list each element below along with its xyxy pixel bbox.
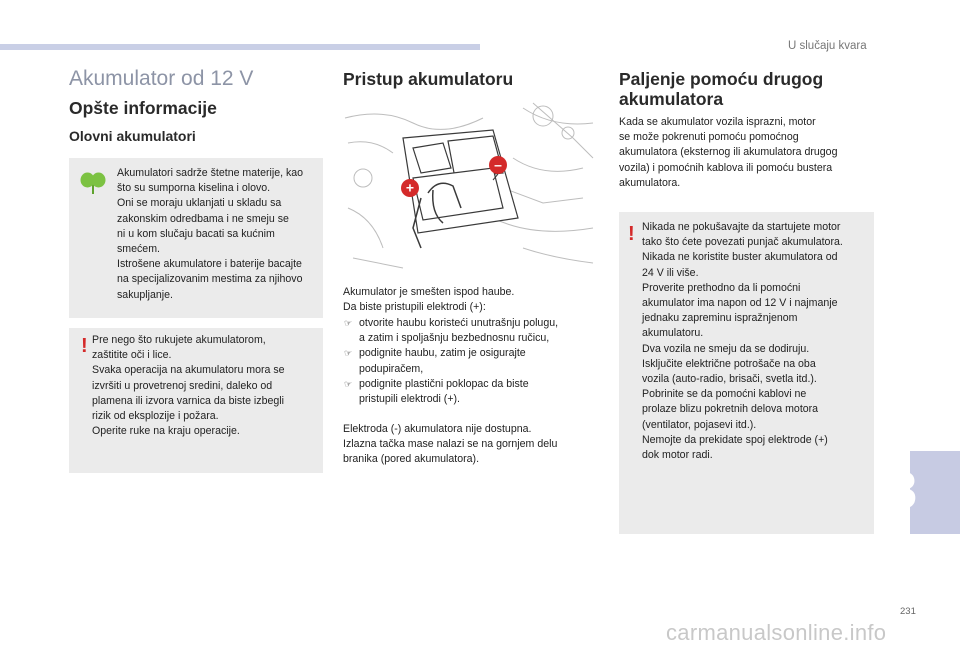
list-item: ☞ otvorite haubu koristeći unutrašnju polugu, a zatim i spoljašnju bezbednosnu ručicu,	[344, 317, 559, 345]
subheading-lead-batteries: Olovni akumulatori	[69, 128, 196, 144]
heading-jump-start: Paljenje pomoću drugog akumulatora	[619, 69, 824, 109]
eco-note-text: Akumulatori sadrže štetne materije, kao što su sumporna kiselina i olovo. Oni se moraju uklanjati u skladu sa zakonskim odredbama i ne smeju se ni u kom slučaju bacati sa kućnim smećem. Istrošene akumulatore i baterije bacajte na specijalizovanim mestima za njihovo sakupljanje.	[117, 167, 304, 301]
heading-battery-access: Pristup akumulatoru	[343, 69, 514, 89]
eco-note-box	[69, 158, 323, 318]
ground-point-note: Elektroda (-) akumulatora nije dostupna. Izlazna tačka mase nalazi se na gornjem delu branika (pored akumulatora).	[343, 423, 558, 466]
access-steps	[343, 316, 599, 407]
section-title: U slučaju kvara	[788, 40, 867, 52]
access-intro: Akumulator je smešten ispod haube. Da biste pristupili elektrodi (+):	[343, 286, 515, 314]
hand-pointer-icon: ☞	[344, 348, 353, 359]
page-title: Akumulator od 12 V	[69, 67, 254, 90]
warning-text: Pre nego što rukujete akumulatorom, zaštitite oči i lice. Svaka operacija na akumulatoru mora se izvršiti u provetrenoj sredini, daleko od plamena ili izvora varnica da biste izbegli rizik od eksplozije i požara. Operite ruke na kraju operacije.	[92, 334, 285, 438]
watermark: carmanualsonline.info	[666, 620, 887, 645]
heading-general-info: Opšte informacije	[69, 98, 217, 118]
exclamation-icon: !	[81, 335, 88, 357]
jump-start-warning-box	[619, 212, 874, 534]
chapter-number: 8	[888, 462, 917, 520]
leaf-icon	[80, 171, 106, 195]
exclamation-icon: !	[628, 223, 635, 245]
hand-pointer-icon: ☞	[344, 378, 353, 389]
warning-box	[69, 328, 323, 473]
chapter-tab	[910, 451, 960, 534]
engine-bay-illustration	[343, 98, 599, 271]
jump-start-warning-text: Nikada ne pokušavajte da startujete motor tako što ćete povezati punjač akumulatora. Nikada ne koristite buster akumulatora od 24 V ili više. Proverite prethodno da li pomoćni akumulator ima napon od 12 V i najmanje jednaku zapreminu ispražnjenom akumulatoru. Dva vozila ne smeju da se dodiruju. Isključite električne potrošače na oba vozila (auto-radio, brisači, svetla itd.). Pobrinite se da pomoćni kablovi ne prolaze blizu pokretnih delova motora (ventilator, pojasevi itd.). Nemojte da prekidate spoj elektrode (+) dok motor radi.	[642, 221, 843, 462]
header-bar	[0, 44, 480, 50]
list-item: ☞ podignite haubu, zatim je osigurajte podupiračem,	[344, 347, 526, 375]
plus-terminal-label: +	[405, 179, 415, 196]
list-item: ☞ podignite plastični poklopac da biste pristupili elektrodi (+).	[344, 377, 529, 406]
hand-pointer-icon: ☞	[344, 318, 353, 328]
jump-start-intro: Kada se akumulator vozila isprazni, motor se može pokrenuti pomoću pomoćnog akumulatora (eksternog ili akumulatora drugog vozila) i pomoćnih kablova ili pomoću bustera akumulatora.	[619, 116, 838, 189]
minus-terminal-label: –	[494, 156, 502, 173]
page-number: 231	[900, 606, 916, 617]
